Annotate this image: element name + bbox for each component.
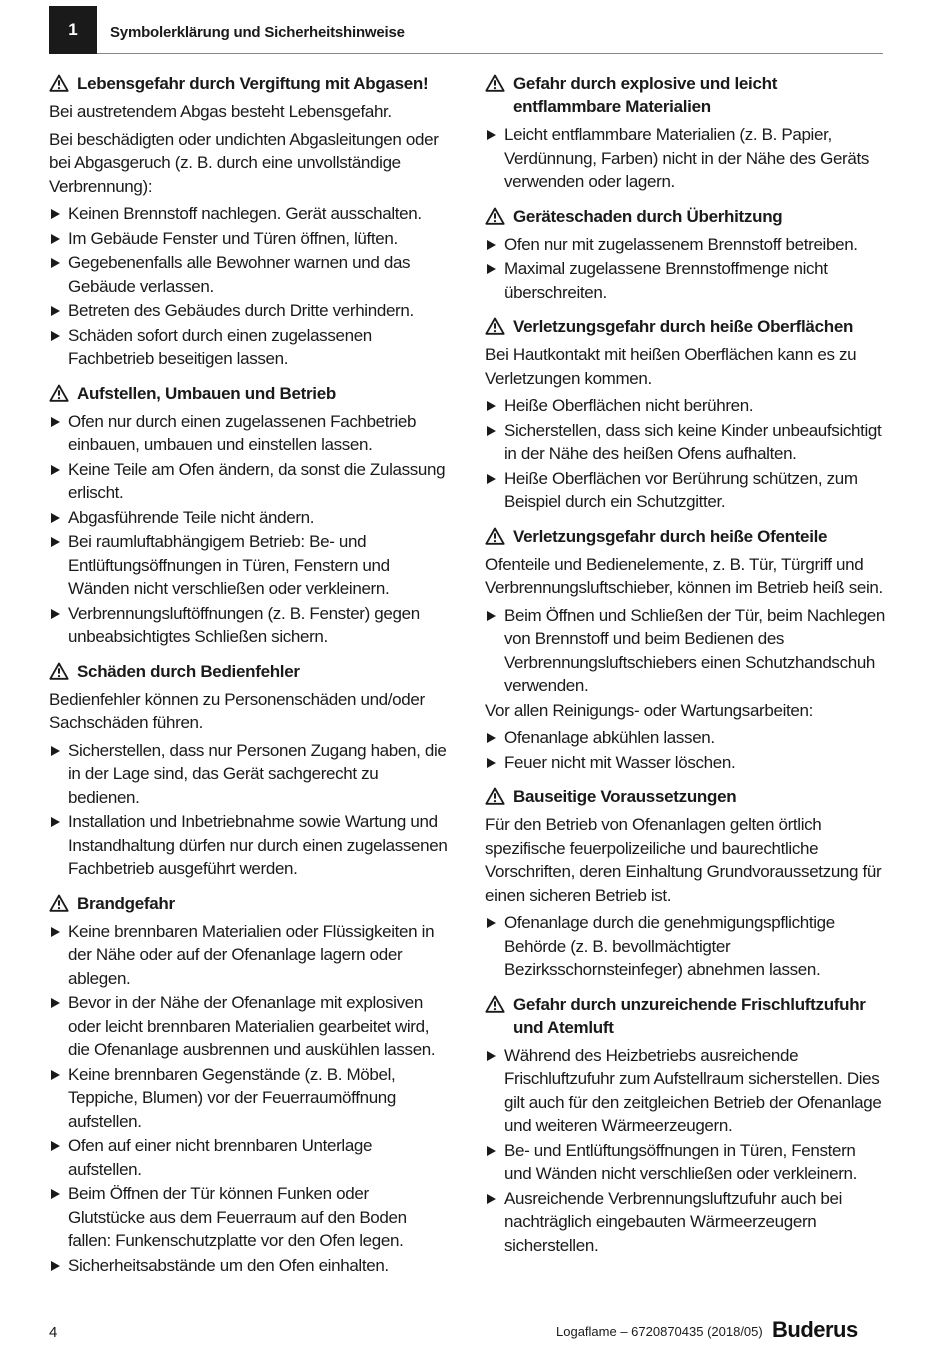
bullet-arrow-icon [487, 240, 496, 250]
warning-section [49, 382, 449, 649]
warning-section [485, 315, 885, 514]
bullet-arrow-icon [487, 426, 496, 436]
warning-heading-text: Verletzungsgefahr durch heiße Oberflächen [513, 317, 854, 336]
right-column [485, 72, 885, 1268]
instruction-text: Beim Öffnen und Schließen der Tür, beim Nachlegen von Brennstoff und beim Bedienen des Verbrennungsluftschiebers einen Schutzhandschuh verwenden. [504, 605, 886, 695]
body-paragraph: Bedienfehler können zu Personenschäden und/oder Sachschäden führen. [49, 689, 425, 732]
warning-section [485, 525, 885, 775]
bullet-arrow-icon [51, 1189, 60, 1199]
bullet-arrow-icon [487, 918, 496, 928]
bullet-arrow-icon [51, 331, 60, 341]
instruction-text: Beim Öffnen der Tür können Funken oder Glutstücke aus dem Feuerraum auf den Boden fallen: Funkenschutzplatte vor den Ofen legen. [68, 1184, 407, 1250]
chapter-number-box [49, 6, 97, 54]
instruction-text: Bevor in der Nähe der Ofenanlage mit explosiven oder leicht brennbaren Materialien gearbeitet wird, die Ofenanlage ausbrennen und auskühlen lassen. [68, 993, 436, 1059]
body-paragraph: Bei Hautkontakt mit heißen Oberflächen kann es zu Verletzungen kommen. [485, 345, 857, 388]
warning-heading-text: Bauseitige Voraussetzungen [513, 787, 737, 806]
warning-heading [485, 993, 885, 1039]
instruction-item [485, 419, 885, 466]
warning-heading [49, 72, 449, 95]
bullet-arrow-icon [487, 758, 496, 768]
warning-heading-text: Lebensgefahr durch Vergiftung mit Abgasen! [77, 74, 429, 93]
warning-heading [485, 315, 885, 338]
bullet-arrow-icon [51, 306, 60, 316]
instruction-text: Keine brennbaren Materialien oder Flüssigkeiten in der Nähe oder auf der Ofenanlage lagern oder ablegen. [68, 921, 435, 988]
warning-section [485, 785, 885, 982]
instruction-text: Ofenanlage abkühlen lassen. [504, 728, 715, 747]
bullet-arrow-icon [51, 513, 60, 523]
bullet-arrow-icon [51, 746, 60, 756]
chapter-number: 1 [68, 20, 78, 39]
warning-triangle-icon [485, 995, 505, 1013]
bullet-arrow-icon [487, 130, 496, 140]
warning-section [485, 993, 885, 1258]
instruction-item [49, 506, 449, 530]
bullet-arrow-icon [487, 474, 496, 484]
warning-heading-text: Geräteschaden durch Überhitzung [513, 206, 783, 226]
instruction-text: Während des Heizbetriebs ausreichende Frischluftzufuhr zum Aufstellraum sicherstellen. Dies gilt auch für den zeitgleichen Betrieb der Ofenanlage und weiteren Wärmeerzeugern. [504, 1045, 882, 1135]
instruction-text: Ofen auf einer nicht brennbaren Unterlage aufstellen. [68, 1136, 373, 1179]
instruction-text: Ofenanlage durch die genehmigungspflichtige Behörde (z. B. bevollmächtigter Bezirksschornsteinfeger) abnehmen lassen. [504, 913, 835, 979]
bullet-arrow-icon [487, 733, 496, 743]
instruction-item [485, 257, 885, 304]
warning-triangle-icon [485, 787, 505, 805]
instruction-text: Schäden sofort durch einen zugelassenen Fachbetrieb beseitigen lassen. [68, 325, 372, 368]
header-rule [97, 53, 883, 54]
warning-heading-text: Aufstellen, Umbauen und Betrieb [77, 383, 336, 403]
bullet-arrow-icon [51, 417, 60, 427]
instruction-text: Sicherheitsabstände um den Ofen einhalten. [68, 1255, 389, 1275]
instruction-item [49, 1134, 449, 1181]
buderus-logo: Buderus [772, 1317, 858, 1342]
instruction-item [49, 299, 449, 323]
warning-triangle-icon [485, 527, 505, 545]
warning-heading-text: Brandgefahr [77, 893, 175, 913]
instruction-item [485, 123, 885, 194]
bullet-arrow-icon [51, 1070, 60, 1080]
warning-triangle-icon [49, 894, 69, 912]
warning-heading-text: Gefahr durch explosive und leicht entflammbare Materialien [513, 74, 778, 116]
bullet-arrow-icon [487, 1146, 496, 1156]
instruction-item [49, 1063, 449, 1134]
body-paragraph: Bei beschädigten oder undichten Abgasleitungen oder bei Abgasgeruch (z. B. durch eine unvollständige Verbrennung): [49, 129, 439, 196]
warning-section [49, 660, 449, 881]
instruction-item [485, 726, 885, 750]
instruction-item [485, 467, 885, 514]
instruction-item [49, 1254, 449, 1278]
instruction-item [49, 602, 449, 649]
warning-heading-text: Schäden durch Bedienfehler [77, 661, 300, 681]
bullet-arrow-icon [487, 1051, 496, 1061]
instruction-text: Betreten des Gebäudes durch Dritte verhindern. [68, 301, 414, 320]
warning-section [485, 205, 885, 305]
chapter-title: Symbolerklärung und Sicherheitshinweise [110, 24, 405, 41]
warning-triangle-icon [49, 74, 69, 92]
bullet-arrow-icon [51, 1261, 60, 1271]
bullet-arrow-icon [487, 1194, 496, 1204]
warning-section [49, 892, 449, 1278]
instruction-item [485, 233, 885, 257]
instruction-text: Keine brennbaren Gegenstände (z. B. Möbel, Teppiche, Blumen) vor der Feuerraumöffnung aufstellen. [68, 1064, 397, 1131]
instruction-item [49, 410, 449, 457]
instruction-item [485, 751, 885, 775]
instruction-text: Feuer nicht mit Wasser löschen. [504, 752, 736, 772]
bullet-arrow-icon [51, 465, 60, 475]
warning-triangle-icon [49, 384, 69, 402]
instruction-item [485, 604, 885, 698]
warning-section [49, 72, 449, 371]
instruction-text: Be- und Entlüftungsöffnungen in Türen, Fenstern und Wänden nicht verschließen oder verkleinern. [504, 1140, 858, 1183]
instruction-text: Sicherstellen, dass nur Personen Zugang haben, die in der Lage sind, das Gerät sachgerecht zu bedienen. [68, 740, 447, 807]
body-paragraph: Vor allen Reinigungs- oder Wartungsarbeiten: [485, 700, 813, 720]
bullet-arrow-icon [51, 258, 60, 268]
instruction-text: Ofen nur durch einen zugelassenen Fachbetrieb einbauen, umbauen und einstellen lassen. [68, 411, 417, 454]
warning-triangle-icon [49, 662, 69, 680]
bullet-arrow-icon [487, 611, 496, 621]
bullet-arrow-icon [51, 927, 60, 937]
body-paragraph: Ofenteile und Bedienelemente, z. B. Tür, Türgriff und Verbrennungsluftschieber, können im Betrieb heiß sein. [485, 554, 883, 597]
warning-heading [485, 785, 885, 808]
instruction-item [49, 991, 449, 1062]
instruction-item [49, 251, 449, 298]
instruction-item [485, 1044, 885, 1138]
instruction-item [49, 324, 449, 371]
instruction-item [49, 920, 449, 991]
warning-heading [49, 660, 449, 683]
warning-heading [485, 525, 885, 548]
bullet-arrow-icon [487, 401, 496, 411]
warning-triangle-icon [485, 74, 505, 92]
bullet-arrow-icon [51, 998, 60, 1008]
instruction-item [49, 739, 449, 810]
instruction-text: Verbrennungsluftöffnungen (z. B. Fenster) gegen unbeabsichtigtes Schließen sichern. [68, 603, 420, 646]
document-reference: Logaflame – 6720870435 (2018/05) [556, 1324, 763, 1339]
warning-heading-text: Gefahr durch unzureichende Frischluftzufuhr und Atemluft [513, 994, 866, 1037]
instruction-item [49, 1182, 449, 1253]
instruction-text: Leicht entflammbare Materialien (z. B. Papier, Verdünnung, Farben) nicht in der Nähe des Geräts verwenden oder lagern. [504, 125, 869, 191]
instruction-item [49, 202, 449, 226]
warning-heading-text: Verletzungsgefahr durch heiße Ofenteile [513, 526, 828, 546]
bullet-arrow-icon [487, 264, 496, 274]
bullet-arrow-icon [51, 817, 60, 827]
warning-heading [485, 205, 885, 228]
instruction-item [49, 530, 449, 601]
instruction-text: Ausreichende Verbrennungsluftzufuhr auch bei nachträglich eingebauten Wärmeerzeugern sicherstellen. [504, 1188, 843, 1255]
warning-heading [485, 72, 885, 118]
instruction-text: Maximal zugelassene Brennstoffmenge nicht überschreiten. [504, 259, 828, 302]
warning-triangle-icon [485, 207, 505, 225]
left-column [49, 72, 449, 1288]
instruction-item [485, 1139, 885, 1186]
instruction-item [485, 1187, 885, 1258]
warning-triangle-icon [485, 317, 505, 335]
warning-heading [49, 382, 449, 405]
bullet-arrow-icon [51, 537, 60, 547]
instruction-item [49, 810, 449, 881]
warning-heading [49, 892, 449, 915]
warning-section [485, 72, 885, 194]
instruction-text: Installation und Inbetriebnahme sowie Wartung und Instandhaltung dürfen nur durch einen zugelassenen Fachbetrieb ausgeführt werden. [68, 812, 448, 878]
instruction-item [49, 227, 449, 251]
bullet-arrow-icon [51, 234, 60, 244]
instruction-text: Heiße Oberflächen vor Berührung schützen, zum Beispiel durch ein Schutzgitter. [504, 468, 858, 511]
instruction-text: Bei raumluftabhängigem Betrieb: Be- und Entlüftungsöffnungen in Türen, Fenstern und Wänden nicht verschließen oder verkleinern. [68, 532, 390, 598]
bullet-arrow-icon [51, 209, 60, 219]
instruction-text: Im Gebäude Fenster und Türen öffnen, lüften. [68, 228, 398, 248]
instruction-item [49, 458, 449, 505]
page-number: 4 [49, 1324, 58, 1341]
instruction-text: Keinen Brennstoff nachlegen. Gerät ausschalten. [68, 204, 422, 223]
instruction-text: Abgasführende Teile nicht ändern. [68, 507, 315, 527]
instruction-item [485, 394, 885, 418]
body-paragraph: Bei austretendem Abgas besteht Lebensgefahr. [49, 102, 392, 121]
instruction-item [485, 911, 885, 982]
instruction-text: Gegebenenfalls alle Bewohner warnen und das Gebäude verlassen. [68, 253, 411, 296]
instruction-text: Ofen nur mit zugelassenem Brennstoff betreiben. [504, 234, 858, 254]
instruction-text: Keine Teile am Ofen ändern, da sonst die Zulassung erlischt. [68, 459, 446, 502]
instruction-text: Heiße Oberflächen nicht berühren. [504, 396, 754, 415]
bullet-arrow-icon [51, 609, 60, 619]
instruction-text: Sicherstellen, dass sich keine Kinder unbeaufsichtigt in der Nähe des heißen Ofens aufhalten. [504, 420, 882, 463]
body-paragraph: Für den Betrieb von Ofenanlagen gelten örtlich spezifische feuerpolizeiliche und baurechtliche Vorschriften, deren Einhaltung Grundvoraussetzung für einen sicheren Betrieb ist. [485, 815, 882, 905]
bullet-arrow-icon [51, 1141, 60, 1151]
